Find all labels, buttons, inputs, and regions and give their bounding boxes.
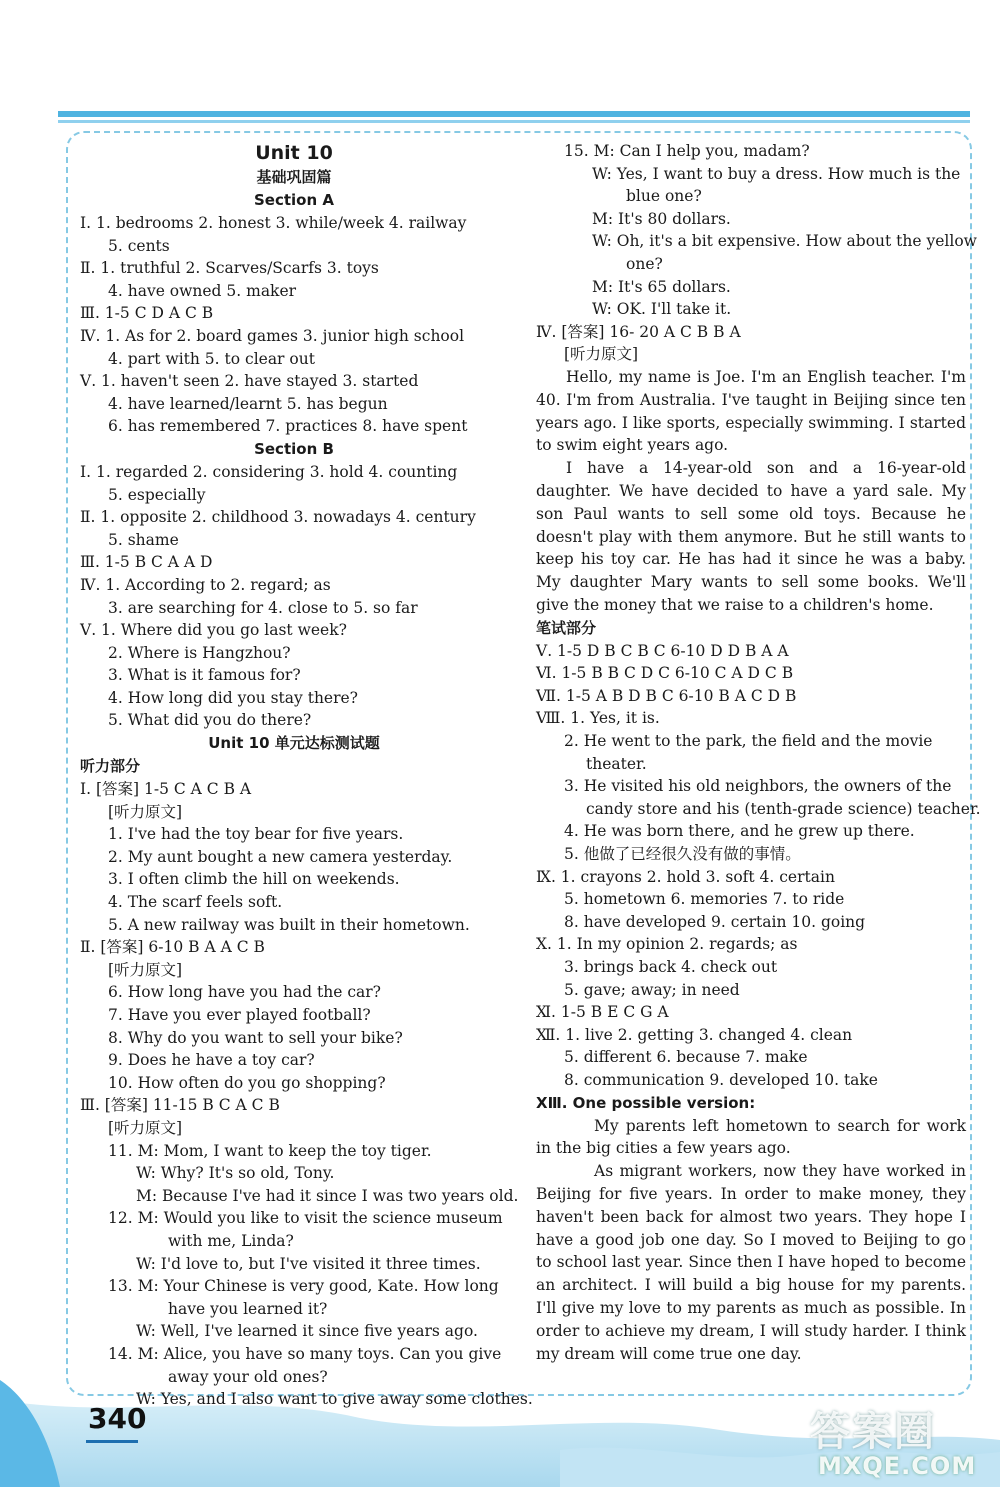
answer-line: [听力原文] [108,960,183,979]
answer-line: Ⅱ. 1. truthful 2. Scarves/Scarfs 3. toys [80,259,379,278]
answer-line: 4. have learned/learnt 5. has begun [108,394,388,413]
answer-line: Ⅹ. 1. In my opinion 2. regards; as [536,935,798,954]
answer-line: 2. He went to the park, the field and the movie [564,732,933,751]
answer-line: Ⅻ. 1. live 2. getting 3. changed 4. clean [536,1025,853,1044]
answer-line: Ⅶ. 1-5 A B D B C 6-10 B A C D B [536,686,797,705]
answer-line: 1. I've had the toy bear for five years. [108,825,404,844]
answer-line: M: It's 65 dollars. [592,277,731,296]
answer-line: 12. M: Would you like to visit the science museum [108,1209,503,1228]
listening-passage: I have a 14-year-old son and a 16-year-old daughter. We have decided to have a yard sale. My son Paul wants to sell some old toys. Because he doesn't play with them anymore. But he still wants to keep his toy car. He has had it since he was a baby. My daughter Mary wants to sell some books. We'll give the money that we raise to a children's home. [536,459,966,614]
answer-line: 5. 他做了已经很久没有做的事情。 [564,845,801,864]
answer-line: 11. M: Mom, I want to keep the toy tiger. [108,1141,432,1160]
essay-heading: ⅩⅢ. One possible version: [536,1093,756,1112]
answer-line: W: Yes, and I also want to give away some clothes. [136,1390,533,1409]
answer-line: Ⅺ. 1-5 B E C G A [536,1003,669,1022]
answer-line: candy store and his (tenth-grade science) teacher. [586,799,981,818]
answer-line: W: OK. I'll take it. [592,300,732,319]
section-b-heading: Section B [254,439,334,458]
unit-title: Unit 10 [255,142,333,164]
answer-line: 5. A new railway was built in their hometown. [108,915,470,934]
listening-heading: 听力部分 [80,757,141,776]
answer-line: 4. He was born there, and he grew up there. [564,822,915,841]
answer-line: [听力原文] [564,345,639,364]
answer-line: Ⅱ. [答案] 6-10 B A A C B [80,938,265,957]
answer-line: 5. shame [108,530,179,549]
answer-line: 15. M: Can I help you, madam? [564,142,810,160]
answer-line: 4. How long did you stay there? [108,688,358,707]
answer-line: W: I'd love to, but I've visited it three times. [136,1254,481,1273]
watermark-logo: 答案圈 [810,1409,936,1455]
answer-line: 2. My aunt bought a new camera yesterday. [108,847,453,866]
answer-line: 10. How often do you go shopping? [108,1073,386,1092]
answer-line: Ⅵ. 1-5 B B C D C 6-10 C A D C B [536,664,794,683]
answer-line: Ⅸ. 1. crayons 2. hold 3. soft 4. certain [536,867,835,886]
answer-line: 8. communication 9. developed 10. take [564,1070,878,1089]
answer-line: Ⅰ. 1. bedrooms 2. honest 3. while/week 4. railway [80,214,467,232]
answer-line: 5. cents [108,236,170,255]
answer-line: W: Why? It's so old, Tony. [136,1164,335,1183]
answer-line: theater. [586,754,647,773]
answer-line: 4. The scarf feels soft. [108,893,283,912]
essay-paragraph: As migrant workers, now they have worked in Beijing for five years. In order to make money, they haven't been back for almost two years. They hope I have a good job one day. So I moved to Beijing to go to school last year. Since then I have hoped to become an architect. I will build a big house for my parents. I'll give my love to my parents as much as possible. In order to achieve my dream, I will study harder. I think my dream will come true one day. [536,1162,966,1363]
answer-line: 5. What did you do there? [108,711,312,730]
answer-line: one? [626,254,663,273]
answer-line: away your old ones? [168,1367,328,1386]
answer-line: 3. I often climb the hill on weekends. [108,870,400,889]
answer-line: 6. How long have you had the car? [108,983,381,1002]
answer-line: 4. have owned 5. maker [108,281,297,300]
answer-line: 5. especially [108,485,206,504]
answer-line: 5. hometown 6. memories 7. to ride [564,890,845,909]
answer-line: 2. Where is Hangzhou? [108,643,291,662]
answer-line: 3. are searching for 4. close to 5. so far [108,598,418,617]
answer-line: 4. part with 5. to clear out [108,349,315,368]
answer-line: M: It's 80 dollars. [592,209,731,228]
answer-line: 8. Why do you want to sell your bike? [108,1028,403,1047]
listening-passage: Hello, my name is Joe. I'm an English teacher. I'm 40. I'm from Australia. I've taught in Beijing since ten years ago. I like sports, especially swimming. I started to swim eight years ago. [536,367,966,455]
answer-line: blue one? [626,187,702,206]
answer-line: 6. has remembered 7. practices 8. have spent [108,417,468,436]
answer-line: Ⅰ. [答案] 1-5 C A C B A [80,780,252,799]
answer-line: Ⅲ. [答案] 11-15 B C A C B [80,1096,280,1115]
answer-line: with me, Linda? [168,1231,294,1250]
answer-line: 8. have developed 9. certain 10. going [564,912,866,931]
page-number: 340 [88,1402,147,1435]
answer-line: Ⅳ. 1. According to 2. regard; as [80,575,331,594]
answer-line: [听力原文] [108,1118,183,1137]
answer-line: 5. different 6. because 7. make [564,1048,808,1067]
answer-line: Ⅳ. 1. As for 2. board games 3. junior high school [80,326,465,345]
watermark-url: MXQE.COM [818,1452,977,1480]
answer-line: Ⅲ. 1-5 B C A A D [80,553,213,572]
answer-line: Ⅲ. 1-5 C D A C B [80,304,214,323]
answer-line: 3. He visited his old neighbors, the owners of the [564,777,952,796]
left-column [80,140,533,1411]
answer-line: [听力原文] [108,802,183,821]
section-a-heading: Section A [254,191,334,209]
answer-line: Ⅴ. 1-5 D B C B C 6-10 D D B A A [536,641,789,660]
right-column [536,140,981,1365]
answer-line: Ⅴ. 1. haven't seen 2. have stayed 3. started [80,372,419,391]
answer-line: Ⅳ. [答案] 16- 20 A C B B A [536,322,741,341]
answer-line: have you learned it? [168,1299,328,1318]
header-bar-thin [58,120,970,123]
subtitle: 基础巩固篇 [256,168,332,186]
answer-line: Ⅱ. 1. opposite 2. childhood 3. nowadays 4. century [80,508,476,527]
written-heading: 笔试部分 [536,618,597,637]
answer-line: 5. gave; away; in need [564,980,740,999]
answer-line: W: Well, I've learned it since five years ago. [136,1322,478,1341]
essay-paragraph: My parents left hometown to search for work in the big cities a few years ago. [536,1116,966,1158]
answer-line: Ⅴ. 1. Where did you go last week? [80,621,347,640]
header-bar [58,111,970,117]
unit-test-heading: Unit 10 单元达标测试题 [208,734,380,753]
answer-line: 14. M: Alice, you have so many toys. Can you give [108,1344,502,1363]
answer-line: M: Because I've had it since I was two years old. [136,1186,519,1205]
answer-line: 9. Does he have a toy car? [108,1051,315,1070]
answer-line: 3. What is it famous for? [108,666,301,685]
answer-line: 3. brings back 4. check out [564,958,778,977]
answer-line: Ⅷ. 1. Yes, it is. [536,709,660,728]
answer-line: W: Oh, it's a bit expensive. How about the yellow [592,232,977,251]
answer-line: Ⅰ. 1. regarded 2. considering 3. hold 4. counting [80,462,458,481]
answer-line: W: Yes, I want to buy a dress. How much is the [592,164,961,183]
page-number-underline [86,1440,138,1443]
answer-line: 7. Have you ever played football? [108,1006,371,1024]
answer-line: 13. M: Your Chinese is very good, Kate. How long [108,1277,499,1296]
